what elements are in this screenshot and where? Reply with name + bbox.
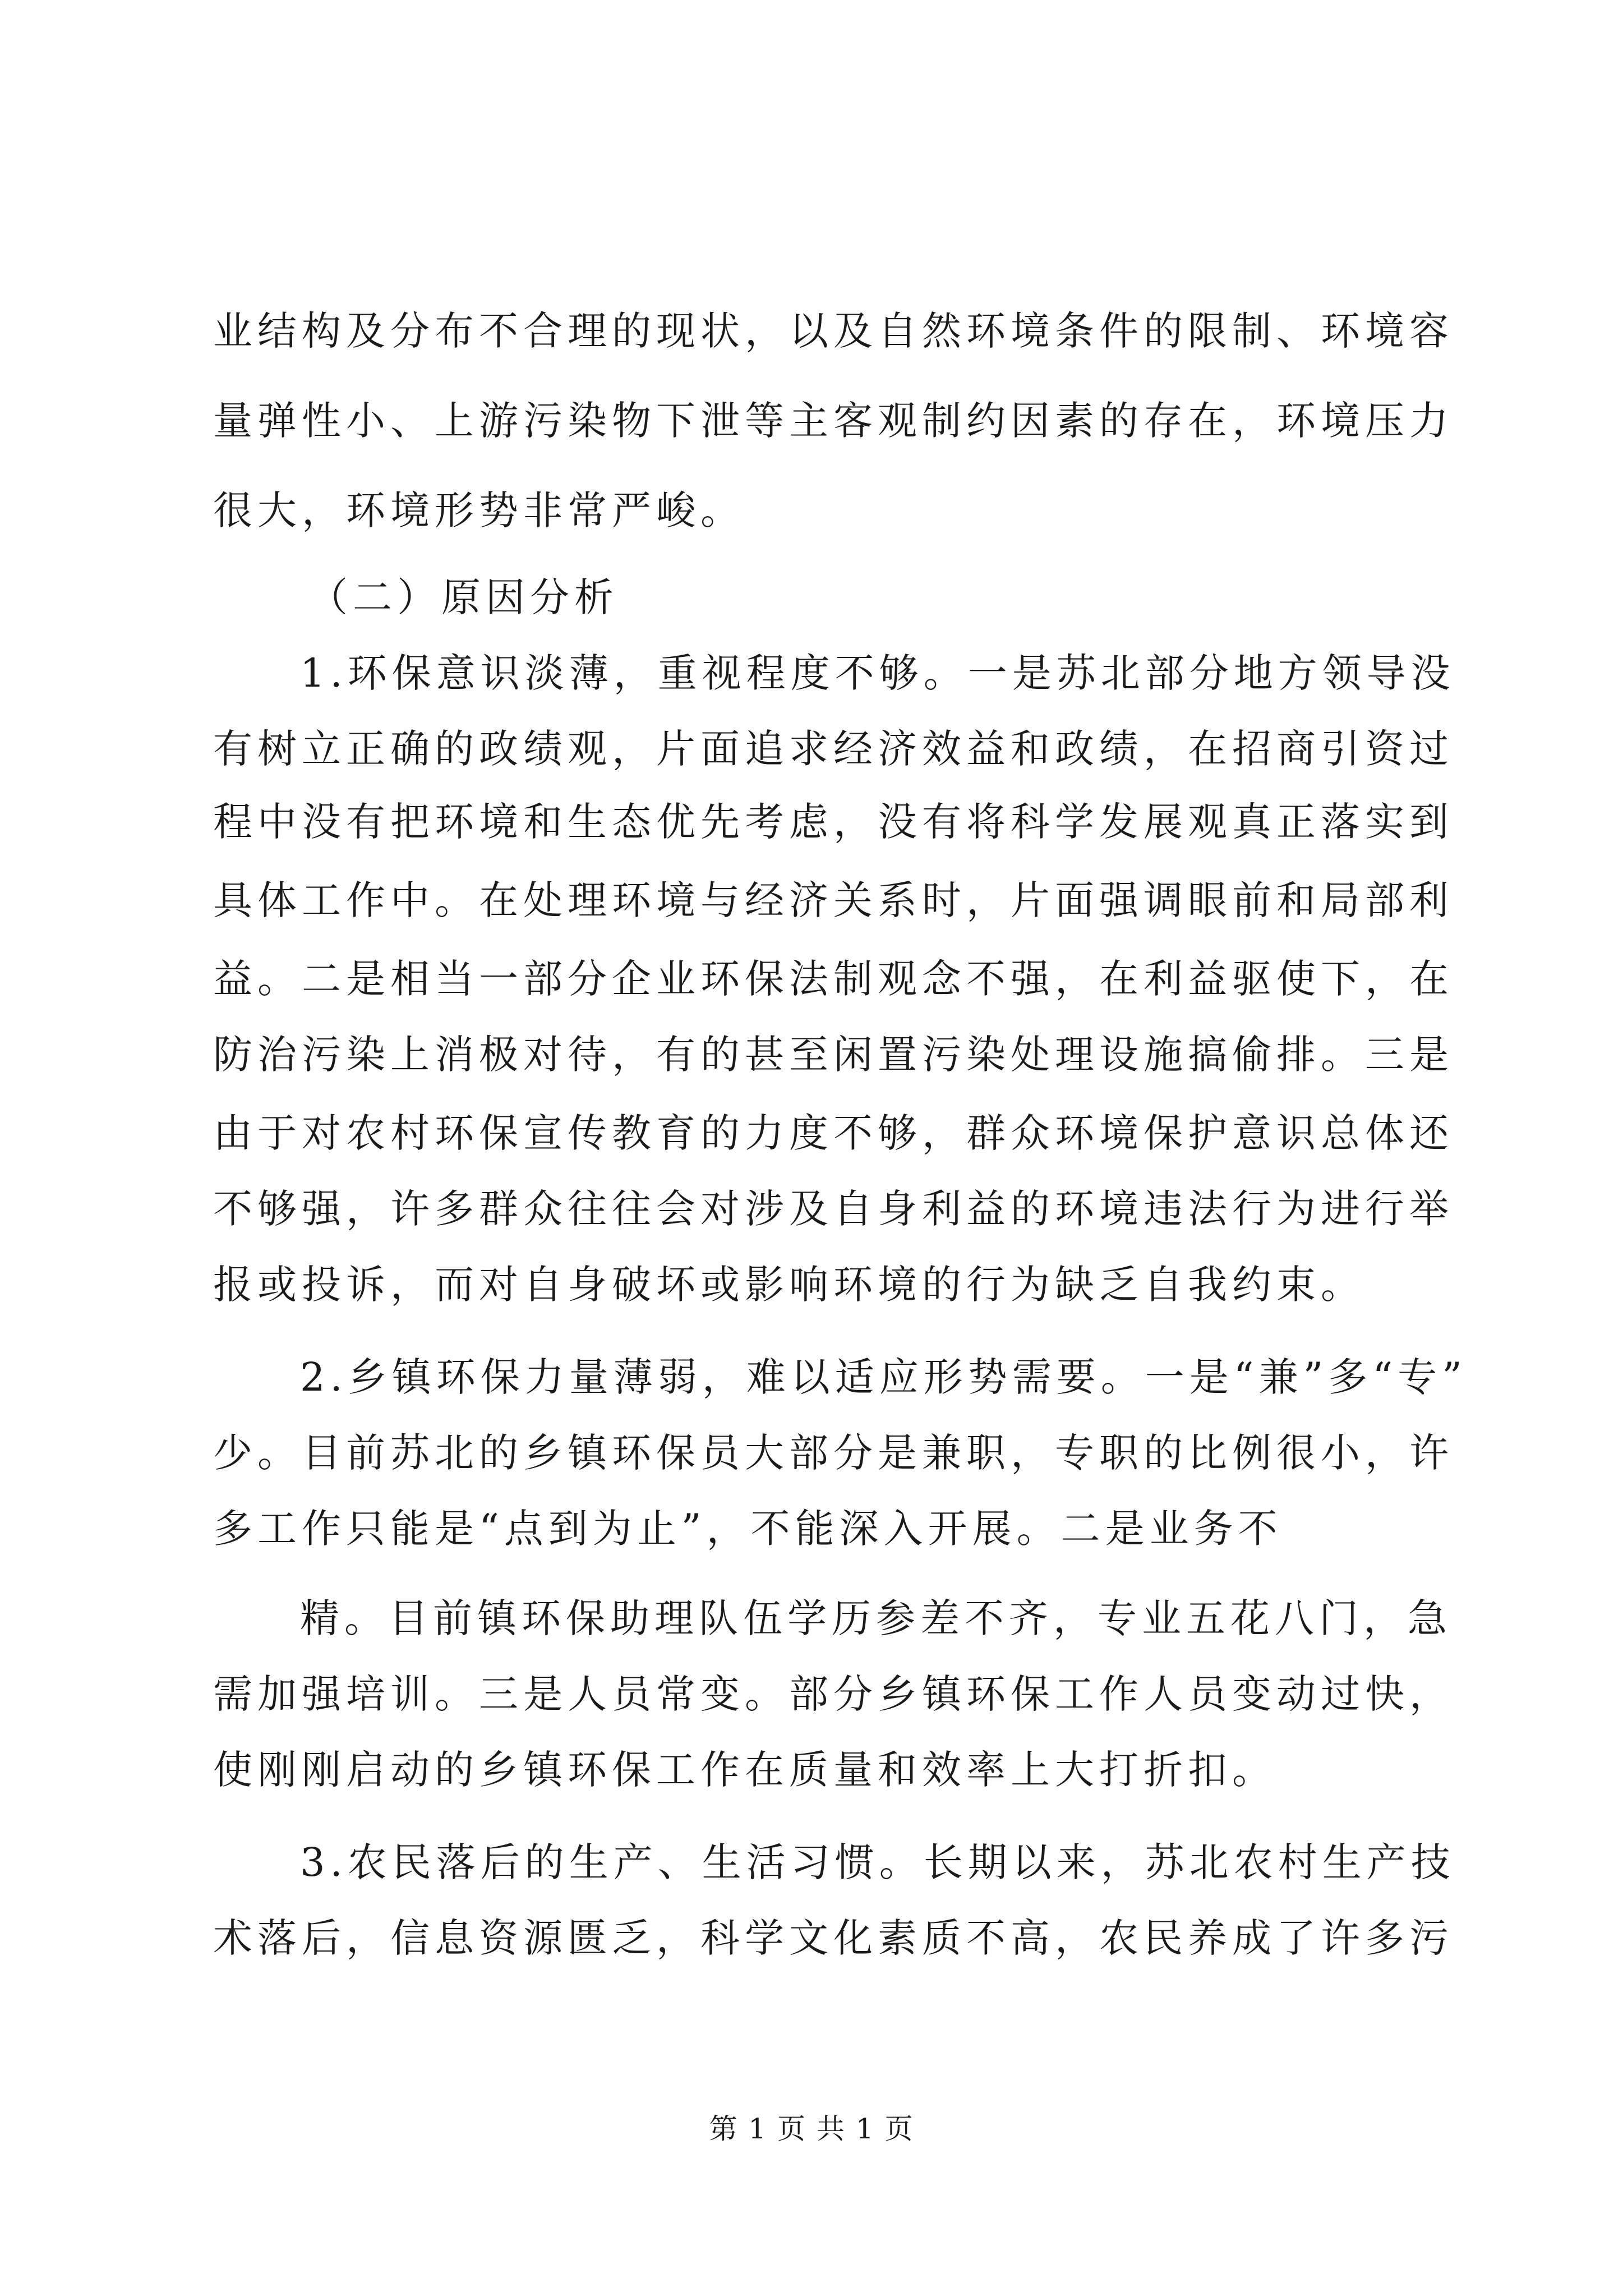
text-line: 多工作只能是“点到为止”，不能深入开展。二是业务不	[213, 1506, 1283, 1552]
text-line: 防治污染上消极对待，有的甚至闲置污染处理设施搞偷排。三是	[213, 1032, 1454, 1078]
text-line: 精。目前镇环保助理队伍学历参差不齐，专业五花八门，急	[300, 1595, 1452, 1641]
section-heading: （二）原因分析	[308, 574, 619, 620]
text-line: 术落后，信息资源匮乏，科学文化素质不高，农民养成了许多污	[213, 1915, 1454, 1961]
text-line: 2.乡镇环保力量薄弱，难以适应形势需要。一是“兼”多“专”	[300, 1354, 1467, 1400]
text-line: 具体工作中。在处理环境与经济关系时，片面强调眼前和局部利	[213, 877, 1454, 923]
text-line: 业结构及分布不合理的现状，以及自然环境条件的限制、环境容	[213, 308, 1454, 354]
text-line: 由于对农村环保宣传教育的力度不够，群众环境保护意识总体还	[213, 1110, 1454, 1156]
text-line: 1.环保意识淡薄，重视程度不够。一是苏北部分地方领导没	[300, 650, 1455, 696]
text-line: 程中没有把环境和生态优先考虑，没有将科学发展观真正落实到	[213, 799, 1454, 845]
page-number-footer: 第 1 页 共 1 页	[709, 2113, 914, 2145]
text-line: 少。目前苏北的乡镇环保员大部分是兼职，专职的比例很小，许	[213, 1430, 1454, 1476]
text-line: 有树立正确的政绩观，片面追求经济效益和政绩，在招商引资过	[213, 726, 1454, 772]
text-line: 很大，环境形势非常严峻。	[213, 487, 745, 533]
text-line: 使刚刚启动的乡镇环保工作在质量和效率上大打折扣。	[213, 1747, 1276, 1793]
text-line: 不够强，许多群众往往会对涉及自身利益的环境违法行为进行举	[213, 1186, 1454, 1232]
text-line: 需加强培训。三是人员常变。部分乡镇环保工作人员变动过快，	[213, 1671, 1454, 1717]
text-line: 益。二是相当一部分企业环保法制观念不强，在利益驱使下，在	[213, 956, 1454, 1002]
text-line: 量弹性小、上游污染物下泄等主客观制约因素的存在，环境压力	[213, 398, 1454, 444]
text-line: 3.农民落后的生产、生活习惯。长期以来，苏北农村生产技	[300, 1839, 1455, 1885]
text-line: 报或投诉，而对自身破坏或影响环境的行为缺乏自我约束。	[213, 1262, 1365, 1308]
